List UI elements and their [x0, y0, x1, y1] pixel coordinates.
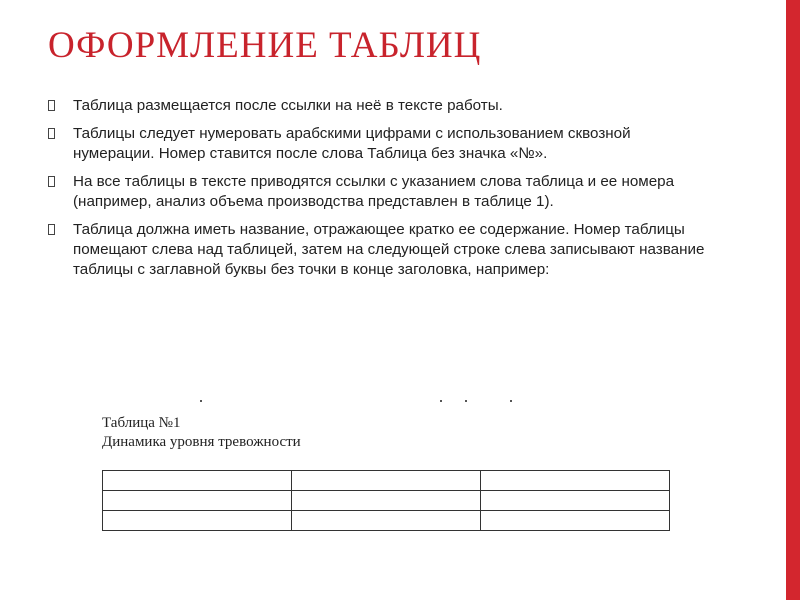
table-name: Динамика уровня тревожности: [102, 434, 301, 450]
bullet-text: Таблицы следует нумеровать арабскими цифрами с использованием сквозной нумерации. Номер ставится после слова Таблица без значка «№».: [73, 125, 631, 162]
bullet-item: [46, 220, 706, 280]
table-cell: [481, 491, 670, 511]
table-cell: [481, 471, 670, 491]
bullet-item: [46, 172, 706, 212]
table-row: [103, 491, 670, 511]
table-cell: [103, 491, 292, 511]
table-cell: [292, 511, 481, 531]
bullet-list: [46, 96, 706, 288]
empty-table: [102, 470, 670, 531]
bullet-text: Таблица размещается после ссылки на неё в тексте работы.: [73, 97, 503, 114]
slide-title: ОФОРМЛЕНИЕ ТАБЛИЦ: [48, 25, 482, 66]
table-number: Таблица №1: [102, 415, 181, 431]
scan-artifacts: [100, 400, 672, 404]
table-row: [103, 511, 670, 531]
bullet-icon: [48, 128, 55, 139]
table-row: [103, 471, 670, 491]
table-cell: [292, 471, 481, 491]
bullet-icon: [48, 176, 55, 187]
table-cell: [481, 511, 670, 531]
table-cell: [103, 511, 292, 531]
accent-bar: [786, 0, 800, 600]
bullet-icon: [48, 224, 55, 235]
table-cell: [103, 471, 292, 491]
bullet-text: Таблица должна иметь название, отражающее кратко ее содержание. Номер таблицы помещают слева над таблицей, затем на следующей строке слева записывают название таблицы с заглавной буквы без точки в конце заголовка, например:: [73, 221, 705, 278]
bullet-icon: [48, 100, 55, 111]
bullet-item: [46, 124, 706, 164]
bullet-item: [46, 96, 706, 116]
table-cell: [292, 491, 481, 511]
bullet-text: На все таблицы в тексте приводятся ссылки с указанием слова таблица и ее номера (например, анализ объема производства представлен в таблице 1).: [73, 173, 675, 210]
